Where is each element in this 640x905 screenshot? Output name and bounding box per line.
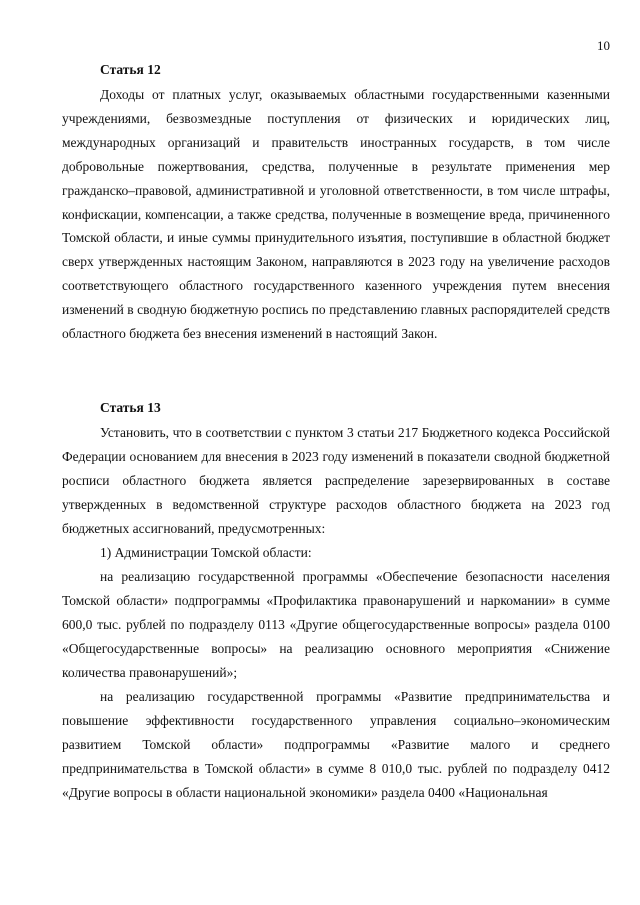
- article-13-item-1: 1) Администрации Томской области:: [100, 545, 312, 560]
- article-12-text: Доходы от платных услуг, оказываемых областными государственными казенными учреждениями, безвозмездные поступления от физических и юридических лиц, международных организаций и правительств иностранных государств, в том числе добровольные пожертвования, средства, полученные в результате применения мер гражданско–правовой, административной и уголовной ответственности, в том числе штрафы, конфискации, компенсации, а также средства, полученные в возмещение вреда, причиненного Томской области, и иные суммы принудительного изъятия, поступившие в областной бюджет сверх утвержденных настоящим Законом, направляются в 2023 году на увеличение расходов соответствующего областного государственного казенного учреждения путем внесения изменений в сводную бюджетную роспись по представлению главных распорядителей средств областного бюджета без внесения изменений в настоящий Закон.: [62, 87, 610, 342]
- page-number: 10: [597, 38, 610, 53]
- article-13-paragraph-1: на реализацию государственной программы «Обеспечение безопасности населения Томской области» подпрограммы «Профилактика правонарушений и наркомании» в сумме 600,0 тыс. рублей по подразделу 0113 «Другие общегосударственные вопросы» раздела 0100 «Общегосударственные вопросы» на реализацию основного мероприятия «Снижение количества правонарушений»;: [62, 569, 610, 680]
- article-13-intro: Установить, что в соответствии с пунктом 3 статьи 217 Бюджетного кодекса Российской Федерации основанием для внесения в 2023 году изменений в показатели сводной бюджетной росписи областного бюджета является распределение зарезервированных в составе утвержденных в ведомственной структуре расходов областного бюджета на 2023 год бюджетных ассигнований, предусмотренных:: [62, 425, 610, 536]
- article-12-heading: Статья 12: [100, 62, 161, 77]
- article-13-heading: Статья 13: [100, 400, 161, 415]
- article-13-paragraph-2: на реализацию государственной программы «Развитие предпринимательства и повышение эффективности государственного управления социально–экономическим развитием Томской области» подпрограммы «Развитие малого и среднего предпринимательства в Томской области» в сумме 8 010,0 тыс. рублей по подразделу 0412 «Другие вопросы в области национальной экономики» раздела 0400 «Национальная: [62, 689, 610, 800]
